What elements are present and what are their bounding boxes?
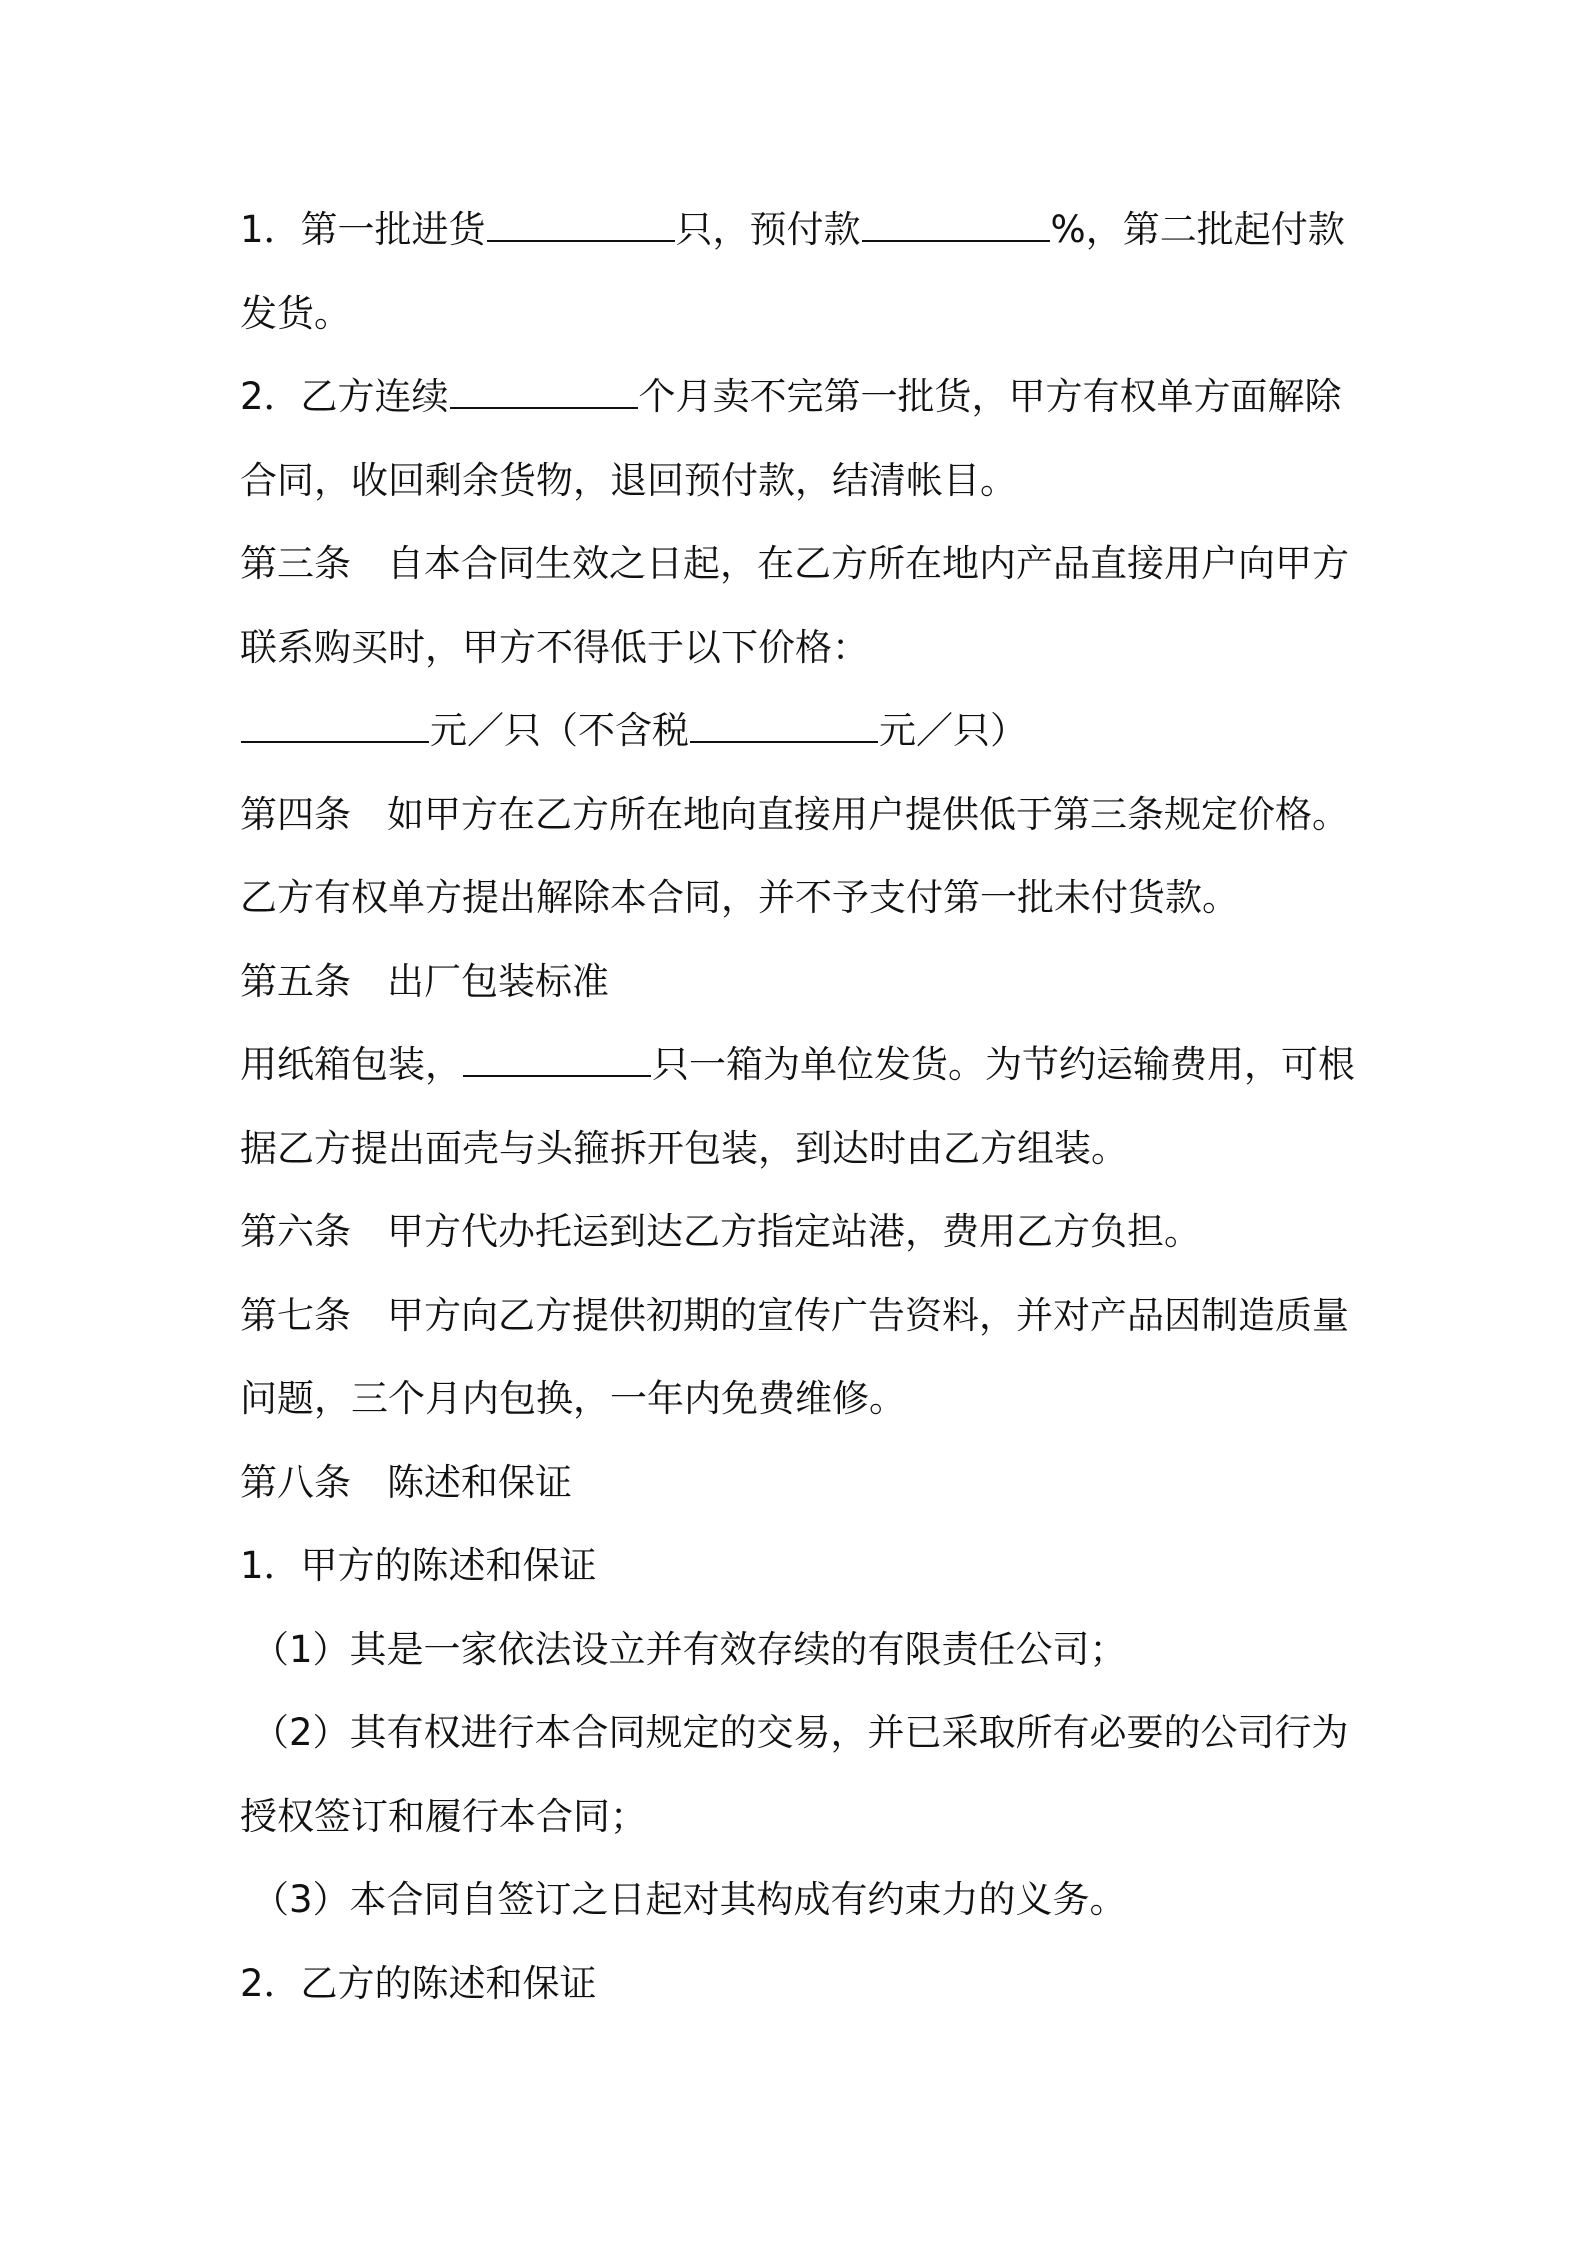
article-text: 甲方代办托运到达乙方指定站港，费用乙方负担。: [387, 1210, 1201, 1253]
article-text: 自本合同生效之日起，在乙方所在地内产品直接用户向甲方: [387, 542, 1349, 585]
text: （2）其有权进行本合同规定的交易，并已采取所有必要的公司行为: [252, 1711, 1349, 1754]
blank-field: [487, 239, 675, 242]
clause-line-6: [240, 622, 1360, 674]
text: 元／只（不含税: [430, 709, 689, 752]
text: 合同，收回剩余货物，退回预付款，结清帐目。: [240, 459, 1017, 502]
clause-line-12: [240, 1123, 1360, 1175]
article-6: [240, 1206, 1360, 1258]
text: 2．乙方连续: [240, 375, 449, 418]
article-3: [240, 538, 1360, 590]
clause-line-19: [252, 1707, 1372, 1759]
clause-line-2: [240, 288, 1360, 340]
text: 授权签订和履行本合同；: [240, 1795, 647, 1838]
article-4: [240, 789, 1360, 841]
text: 用纸箱包装，: [240, 1043, 462, 1086]
article-text: 如甲方在乙方所在地向直接用户提供低于第三条规定价格。: [387, 793, 1349, 836]
text: 个月卖不完第一批货，甲方有权单方面解除: [638, 375, 1342, 418]
article-text: 陈述和保证: [387, 1461, 572, 1504]
text: 问题，三个月内包换，一年内免费维修。: [240, 1377, 906, 1420]
clause-line-20: [240, 1791, 1360, 1843]
text: （1）其是一家依法设立并有效存续的有限责任公司；: [252, 1628, 1127, 1671]
article-7: [240, 1290, 1360, 1342]
text: 1．甲方的陈述和保证: [240, 1544, 597, 1587]
article-5: [240, 956, 1360, 1008]
clause-line-21: [252, 1874, 1372, 1926]
article-heading: 第六条: [240, 1210, 351, 1253]
clause-line-1: [240, 204, 1360, 256]
article-heading: 第三条: [240, 542, 351, 585]
clause-line-22: [240, 1958, 1360, 2010]
text: 联系购买时，甲方不得低于以下价格：: [240, 626, 869, 669]
article-heading: 第八条: [240, 1461, 351, 1504]
clause-line-18: [252, 1624, 1372, 1676]
text: 发货。: [240, 292, 351, 335]
blank-field: [862, 239, 1050, 242]
text: 1．第一批进货: [240, 208, 486, 251]
article-heading: 第五条: [240, 960, 351, 1003]
blank-field: [690, 740, 878, 743]
clause-line-11: [240, 1039, 1360, 1091]
text: 乙方有权单方提出解除本合同，并不予支付第一批未付货款。: [240, 876, 1239, 919]
blank-field: [450, 406, 638, 409]
price-line: [240, 705, 1360, 757]
clause-line-3: [240, 371, 1360, 423]
text: 元／只）: [879, 709, 1027, 752]
clause-line-17: [240, 1540, 1360, 1592]
blank-field: [463, 1074, 651, 1077]
clause-line-4: [240, 455, 1360, 507]
article-heading: 第四条: [240, 793, 351, 836]
text: %，第二批起付款: [1050, 208, 1345, 251]
clause-line-9: [240, 872, 1360, 924]
text: 只一箱为单位发货。为节约运输费用，可根: [652, 1043, 1355, 1086]
article-text: 甲方向乙方提供初期的宣传广告资料，并对产品因制造质量: [387, 1294, 1349, 1337]
text: 2．乙方的陈述和保证: [240, 1962, 597, 2005]
clause-line-15: [240, 1373, 1360, 1425]
article-heading: 第七条: [240, 1294, 351, 1337]
text: 据乙方提出面壳与头箍拆开包装，到达时由乙方组装。: [240, 1127, 1128, 1170]
article-text: 出厂包装标准: [387, 960, 609, 1003]
article-8: [240, 1457, 1360, 1509]
blank-field: [241, 740, 429, 743]
text: 只，预付款: [675, 208, 861, 251]
text: （3）本合同自签订之日起对其构成有约束力的义务。: [252, 1878, 1127, 1921]
